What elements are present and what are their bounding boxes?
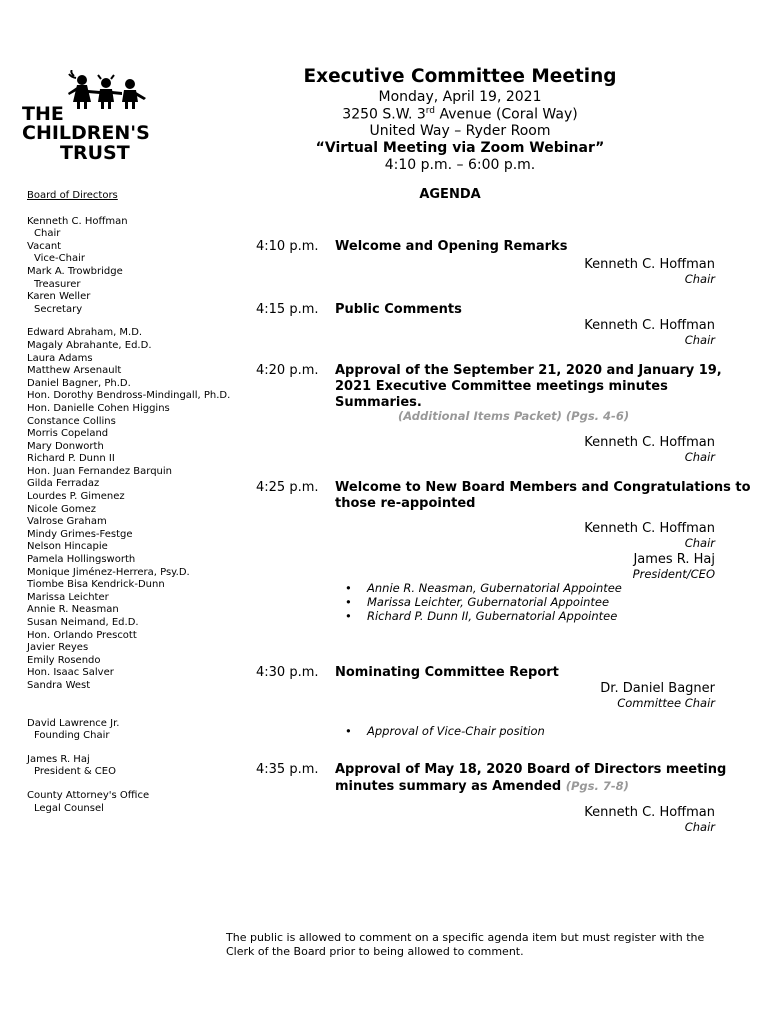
board-member: Monique Jiménez-Herrera, Psy.D. (27, 566, 190, 578)
officer-role: Treasurer (34, 278, 81, 290)
item-page-reference (398, 409, 629, 423)
item-title (335, 480, 751, 512)
presenter-role: Chair (684, 333, 715, 347)
officer-name: Karen Weller (27, 291, 91, 303)
item-time: 4:30 p.m. (256, 665, 319, 680)
board-member: Constance Collins (27, 415, 116, 427)
officer-role: Chair (34, 228, 61, 240)
item-time: 4:10 p.m. (256, 239, 319, 254)
board-member: Hon. Isaac Salver (27, 667, 114, 679)
board-member: Susan Neimand, Ed.D. (27, 617, 139, 628)
appointee-list (345, 581, 622, 623)
board-member: Gilda Ferradaz (27, 478, 100, 490)
president-name: James R. Haj (27, 753, 90, 765)
item-time: 4:35 p.m. (256, 762, 319, 777)
item-presenter (584, 521, 715, 581)
bullet-icon: • (345, 595, 352, 609)
board-member: Nelson Hincapie (27, 541, 108, 553)
logo-word-trust: TRUST (60, 142, 130, 164)
board-member: Edward Abraham, M.D. (27, 327, 143, 339)
item-title-line: minutes summary as Amended (Pgs. 7-8) (335, 779, 629, 794)
counsel-role: Legal Counsel (34, 802, 104, 814)
board-member: Nicole Gomez (27, 503, 96, 515)
presenter-name: Dr. Daniel Bagner (600, 681, 715, 696)
item-title-line: 2021 Executive Committee meetings minutes (335, 379, 668, 394)
list-item: • Approval of Vice-Chair position (345, 724, 545, 738)
board-member: Hon. Danielle Cohen Higgins (27, 402, 170, 414)
board-member: Mary Donworth (27, 440, 104, 452)
item-title-line: Approval of the September 21, 2020 and January 19, (335, 363, 722, 378)
item-time: 4:25 p.m. (256, 480, 319, 495)
item-presenter (584, 257, 715, 286)
item-presenter (584, 805, 715, 834)
board-member: Lourdes P. Gimenez (27, 491, 125, 503)
board-member: Hon. Dorothy Bendross-Mindingall, Ph.D. (27, 390, 231, 402)
board-sidebar (27, 190, 242, 815)
meeting-room: United Way – Ryder Room (369, 123, 551, 139)
logo-word-the: THE (22, 103, 64, 125)
page-reference: (Pgs. 7-8) (565, 779, 629, 793)
presenter-role: President/CEO (632, 567, 715, 581)
board-member: Pamela Hollingsworth (27, 554, 136, 566)
presenter-role: Chair (684, 272, 715, 286)
board-member: Annie R. Neasman (27, 604, 119, 616)
item-presenter (600, 681, 715, 710)
meeting-date: Monday, April 19, 2021 (378, 89, 542, 105)
board-member: Mindy Grimes-Festge (27, 528, 133, 540)
meeting-title: Executive Committee Meeting (303, 66, 617, 87)
item-title-line: those re-appointed (335, 496, 476, 511)
agenda-heading: AGENDA (419, 187, 481, 202)
board-member: Daniel Bagner, Ph.D. (27, 377, 131, 389)
meeting-address (210, 106, 710, 123)
board-member: Richard P. Dunn II (27, 453, 115, 465)
logo-word-childrens: CHILDREN'S (22, 122, 150, 144)
board-member: Hon. Orlando Prescott (27, 629, 137, 641)
organization-logo (22, 70, 162, 166)
meeting-virtual-note: “Virtual Meeting via Zoom Webinar” (315, 140, 605, 156)
member-list (27, 327, 242, 692)
board-member: Tiombe Bisa Kendrick-Dunn (27, 579, 165, 591)
item-title-line: Summaries. (335, 395, 422, 410)
item-presenter (584, 318, 715, 347)
item-title (335, 363, 735, 411)
board-member: Hon. Juan Fernandez Barquin (27, 465, 173, 477)
list-item: • Annie R. Neasman, Gubernatorial Appointee (345, 581, 622, 595)
presenter-name: Kenneth C. Hoffman (584, 805, 715, 820)
item-title: Nominating Committee Report (335, 665, 559, 680)
board-heading: Board of Directors (27, 190, 118, 201)
officer-name: Mark A. Trowbridge (27, 265, 123, 277)
presenter-name: Kenneth C. Hoffman (584, 318, 715, 333)
presenter-name: Kenneth C. Hoffman (584, 435, 715, 450)
board-member: Valrose Graham (27, 516, 107, 528)
list-item: • Richard P. Dunn II, Gubernatorial Appointee (345, 609, 618, 623)
presenter-role: Committee Chair (617, 696, 715, 710)
board-member: Javier Reyes (27, 642, 89, 654)
founding-chair-name: David Lawrence Jr. (27, 717, 120, 729)
public-comment-notice: The public is allowed to comment on a specific agenda item but must register with the Clerk of the Board prior to being allowed to comment. (226, 931, 705, 958)
board-member: Sandra West (27, 679, 91, 691)
presenter-name: Kenneth C. Hoffman (584, 257, 715, 272)
board-member: Morris Copeland (27, 428, 109, 440)
presenter-role: Chair (684, 450, 715, 464)
officer-name: Kenneth C. Hoffman (27, 215, 128, 227)
list-item: • Marissa Leichter, Gubernatorial Appointee (345, 595, 610, 609)
item-title-line: Approval of May 18, 2020 Board of Directors meeting (335, 762, 727, 777)
officer-role: Vice-Chair (34, 253, 85, 265)
officer-role: Secretary (34, 303, 83, 315)
counsel-name: County Attorney's Office (27, 789, 150, 801)
item-title: Public Comments (335, 302, 462, 317)
board-member: Emily Rosendo (27, 654, 101, 666)
board-member: Laura Adams (27, 352, 93, 364)
address-sup: rd (425, 106, 436, 116)
item-title: Welcome and Opening Remarks (335, 239, 568, 254)
officer-name: Vacant (27, 240, 62, 252)
address-post: Avenue (Coral Way) (435, 106, 578, 123)
presenter-role: Chair (684, 820, 715, 834)
board-member: Matthew Arsenault (27, 365, 122, 377)
meeting-time: 4:10 p.m. – 6:00 p.m. (384, 157, 536, 173)
founding-chair-role: Founding Chair (34, 730, 110, 742)
item-title (335, 762, 735, 795)
item-presenter (584, 435, 715, 464)
item-time: 4:15 p.m. (256, 302, 319, 317)
presenter-name: James R. Haj (633, 552, 715, 567)
presenter-name: Kenneth C. Hoffman (584, 521, 715, 536)
item-time: 4:20 p.m. (256, 363, 319, 378)
nominating-list (345, 724, 545, 738)
page-reference: (Additional Items Packet) (Pgs. 4-6) (398, 409, 630, 423)
address-pre: 3250 S.W. 3 (342, 106, 426, 123)
board-member: Marissa Leichter (27, 591, 109, 603)
item-title-line: Welcome to New Board Members and Congratulations to (335, 480, 751, 495)
president-role: President & CEO (34, 766, 116, 778)
bullet-icon: • (345, 724, 352, 738)
bullet-icon: • (345, 609, 352, 623)
board-member: Magaly Abrahante, Ed.D. (27, 339, 152, 351)
presenter-role: Chair (684, 536, 715, 550)
bullet-icon: • (345, 581, 352, 595)
